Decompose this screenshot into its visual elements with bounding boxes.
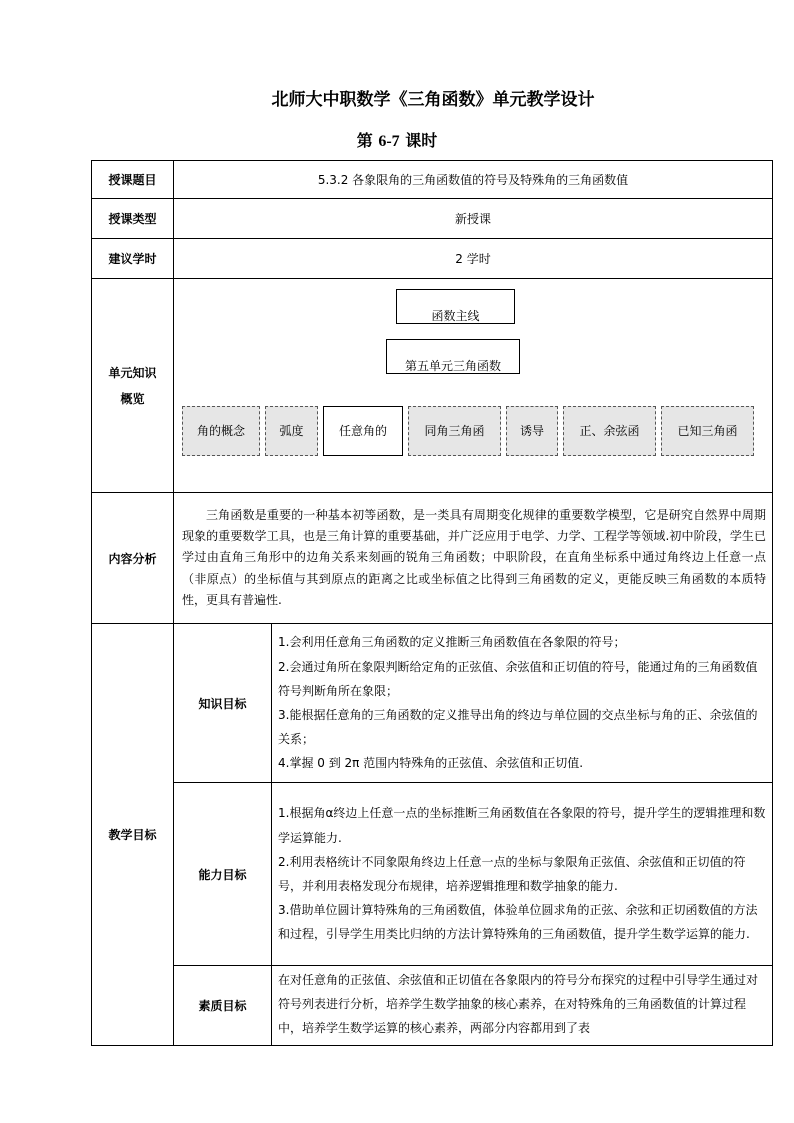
knowledge-goal-label: 知识目标 — [174, 624, 272, 783]
induction-formula-box: 诱导 — [506, 406, 558, 456]
type-value: 新授课 — [174, 199, 773, 239]
ability-goal-list — [272, 783, 773, 966]
knowledge-goal-item: 2.会通过角所在象限判断给定角的正弦值、余弦值和正切值的符号，能通过角的三角函数值符号判断角所在象限； — [278, 659, 758, 698]
type-row — [92, 199, 773, 239]
topic-row — [92, 161, 773, 199]
known-trig-value-box: 已知三角函 — [661, 406, 754, 456]
type-label: 授课类型 — [92, 199, 174, 239]
sine-cosine-box: 正、余弦函 — [563, 406, 656, 456]
quality-goal-label: 素质目标 — [174, 966, 272, 1046]
overview-cell — [174, 279, 773, 493]
ability-goal-item: 3.借助单位圆计算特殊角的三角函数值，体验单位圆求角的正弦、余弦和正切函数值的方法和过程，引导学生用类比归纳的方法计算特殊角的三角函数值，提升学生数学运算的能力. — [278, 903, 758, 942]
subtitle-prefix: 第 — [356, 131, 379, 150]
knowledge-goal-item: 1.会利用任意角三角函数的定义推断三角函数值在各象限的符号； — [278, 635, 626, 650]
overview-row — [92, 279, 773, 493]
knowledge-goal-row — [92, 624, 773, 783]
topic-value: 5.3.2 各象限角的三角函数值的符号及特殊角的三角函数值 — [174, 161, 773, 199]
radian-box: 弧度 — [265, 406, 318, 456]
analysis-label: 内容分析 — [92, 493, 174, 624]
analysis-text: 三角函数是重要的一种基本初等函数，是一类具有周期变化规律的重要数学模型，它是研究自然界中周期现象的重要数学工具，也是三角计算的重要基础，并广泛应用于电学、力学、工程学等领域.初中阶段，学生已学过由直角三角形中的边角关系来刻画的锐角三角函数；中职阶段，在直角坐标系中通过角终边上任意一点（非原点）的坐标值与其到原点的距离之比或坐标值之比得到三角函数的定义，更能反映三角函数的本质特性，更具有普遍性. — [174, 493, 773, 624]
knowledge-goal-item: 4.掌握 0 到 2π 范围内特殊角的正弦值、余弦值和正切值. — [278, 756, 584, 771]
function-mainline-box: 函数主线 — [396, 289, 515, 324]
knowledge-overview-diagram — [174, 280, 772, 492]
hours-value: 2 学时 — [174, 239, 773, 279]
overview-label: 单元知识概览 — [92, 279, 174, 493]
ability-goal-row — [92, 783, 773, 966]
document-title: 北师大中职数学《三角函数》单元教学设计 — [271, 90, 595, 110]
knowledge-goal-item: 3.能根据任意角的三角函数的定义推导出角的终边与单位圆的交点坐标与角的正、余弦值的关系； — [278, 708, 758, 747]
knowledge-goal-list — [272, 624, 773, 783]
hours-row — [92, 239, 773, 279]
ability-goal-item: 2.利用表格统计不同象限角终边上任意一点的坐标与象限角正弦值、余弦值和正切值的符号，并利用表格发现分布规律，培养逻辑推理和数学抽象的能力. — [278, 854, 746, 893]
hours-label: 建议学时 — [92, 239, 174, 279]
unit-five-box: 第五单元三角函数 — [386, 339, 520, 374]
analysis-row — [92, 493, 773, 624]
ability-goal-item: 1.根据角α终边上任意一点的坐标推断三角函数值在各象限的符号，提升学生的逻辑推理和数学运算能力. — [278, 806, 766, 845]
same-angle-trig-box: 同角三角函 — [408, 406, 501, 456]
lesson-plan-table — [91, 160, 773, 1046]
quality-goal-text: 在对任意角的正弦值、余弦值和正切值在各象限内的符号分布探究的过程中引导学生通过对符号列表进行分析，培养学生数学抽象的核心素养，在对特殊角的三角函数值的计算过程中，培养学生数学运算的核心素养，两部分内容都用到了表 — [272, 966, 773, 1046]
document-subtitle — [0, 128, 794, 151]
concept-of-angle-box: 角的概念 — [182, 406, 260, 456]
ability-goal-label: 能力目标 — [174, 783, 272, 966]
subtitle-lesson-number: 6-7 — [378, 133, 400, 150]
goals-label: 教学目标 — [92, 624, 174, 1046]
topic-label: 授课题目 — [92, 161, 174, 199]
arbitrary-angle-box: 任意角的 — [323, 406, 403, 456]
quality-goal-row — [92, 966, 773, 1046]
subtitle-suffix: 课时 — [399, 131, 438, 150]
